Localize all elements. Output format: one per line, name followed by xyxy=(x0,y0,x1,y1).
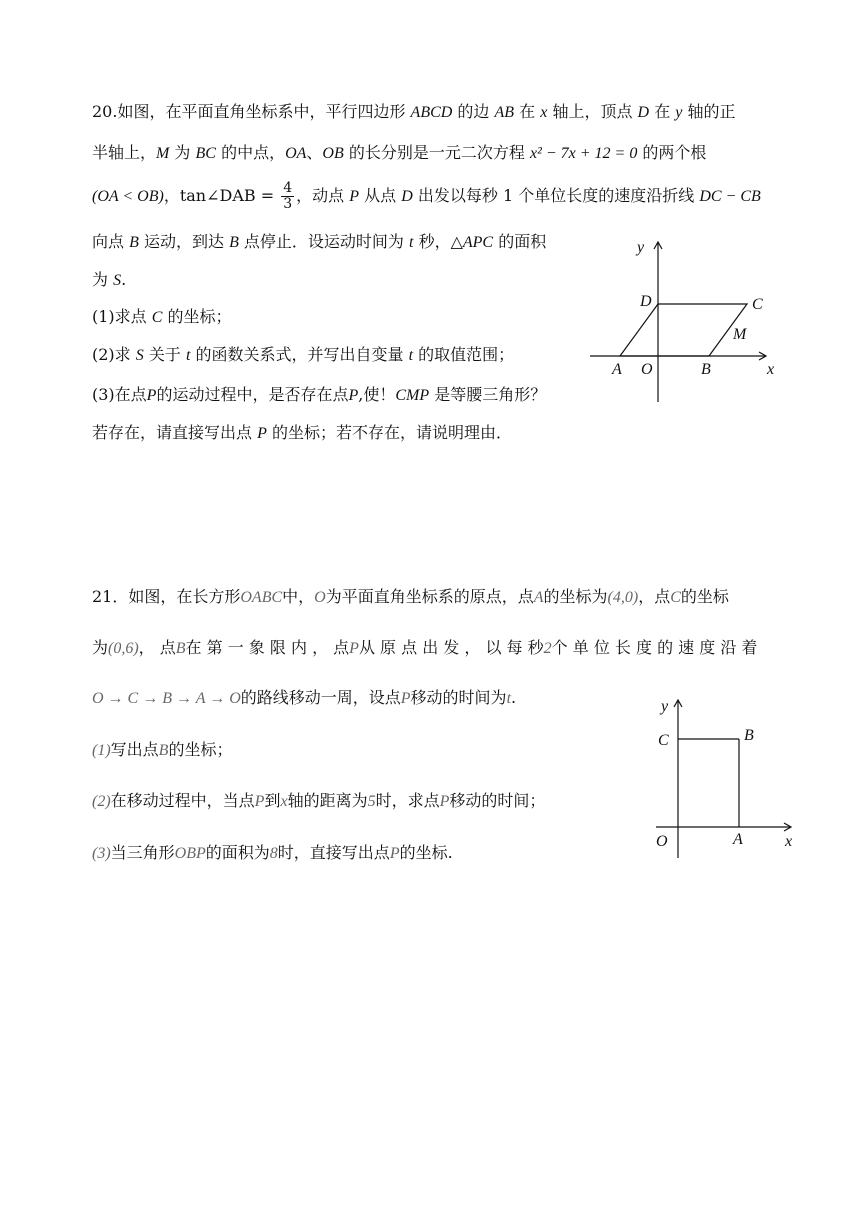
label-A: A xyxy=(733,831,743,848)
q21-line-2: 为(0,6)， 点B在 第 一 象 限 内 ， 点P从 原 点 出 发 ， 以 每 秒2个 单 位 长 度 的 速 度 沿 着 xyxy=(92,638,758,657)
q21-sub-3: (3)当三角形OBP的面积为8时，直接写出点P的坐标. xyxy=(92,843,453,862)
route-path: O → C → B → A → O xyxy=(92,690,241,707)
q20-sub-1: (1)求点 C 的坐标； xyxy=(92,307,232,326)
label-B: B xyxy=(701,361,711,378)
parallelogram-ABCD xyxy=(620,304,747,356)
label-y: y xyxy=(661,698,669,715)
label-y: y xyxy=(637,239,645,256)
q21-line-1: 21．如图，在长方形OABC中，O为平面直角坐标系的原点，点A的坐标为(4,0)，点C的坐标 xyxy=(92,587,729,606)
q21-line-3: O → C → B → A → O的路线移动一周，设点P移动的时间为t. xyxy=(92,688,517,707)
q20-sub-3: (3)在点P的运动过程中，是否存在点P,使！CMP 是等腰三角形？ xyxy=(92,385,547,404)
q20-line-5: 为 S. xyxy=(92,270,127,289)
label-x: x xyxy=(767,361,775,378)
q20-sub-2: (2)求 S 关于 t 的函数关系式，并写出自变量 t 的取值范围； xyxy=(92,345,515,364)
label-O: O xyxy=(641,361,653,378)
q20-line-1: 20.如图，在平面直角坐标系中，平行四边形 ABCD 的边 AB 在 x 轴上，顶点 D 在 y 轴的正 xyxy=(92,102,736,121)
label-B: B xyxy=(744,727,754,744)
q21-figure xyxy=(648,694,808,864)
q20-figure xyxy=(585,238,785,408)
label-M: M xyxy=(733,326,747,343)
rectangle-OABC xyxy=(678,739,739,827)
label-x: x xyxy=(785,833,793,850)
quadratic-equation: x² − 7x + 12 = 0 xyxy=(529,145,638,162)
q20-sub-3-cont: 若存在，请直接写出点 P 的坐标；若不存在，请说明理由． xyxy=(92,423,512,442)
q21-sub-1: (1)写出点B的坐标； xyxy=(92,740,233,759)
label-C: C xyxy=(752,296,763,313)
label-C: C xyxy=(658,732,669,749)
q20-line-4: 向点 B 运动，到达 B 点停止．设运动时间为 t 秒，△APC 的面积 xyxy=(92,232,547,251)
q21-axes xyxy=(656,700,791,858)
condition: (OA < OB) xyxy=(92,188,164,205)
q20-line-3: (OA < OB)，tan∠DAB = $\frac{4}{3}$ ，动点 P 从点 D 出发以每秒 1 个单位长度的速度沿折线 DC − CB xyxy=(92,180,761,212)
fraction-4-3: $\frac{4}{3}$ xyxy=(283,180,293,212)
q21-sub-2: (2)在移动过程中，当点P到x轴的距离为5时，求点P移动的时间； xyxy=(92,791,546,810)
q20-axes xyxy=(590,242,766,402)
label-O: O xyxy=(656,833,668,850)
label-A: A xyxy=(612,361,622,378)
label-D: D xyxy=(640,293,652,310)
q20-line-2: 半轴上，M 为 BC 的中点，OA、OB 的长分别是一元二次方程 x² − 7x + 12 = 0 的两个根 xyxy=(92,143,707,162)
